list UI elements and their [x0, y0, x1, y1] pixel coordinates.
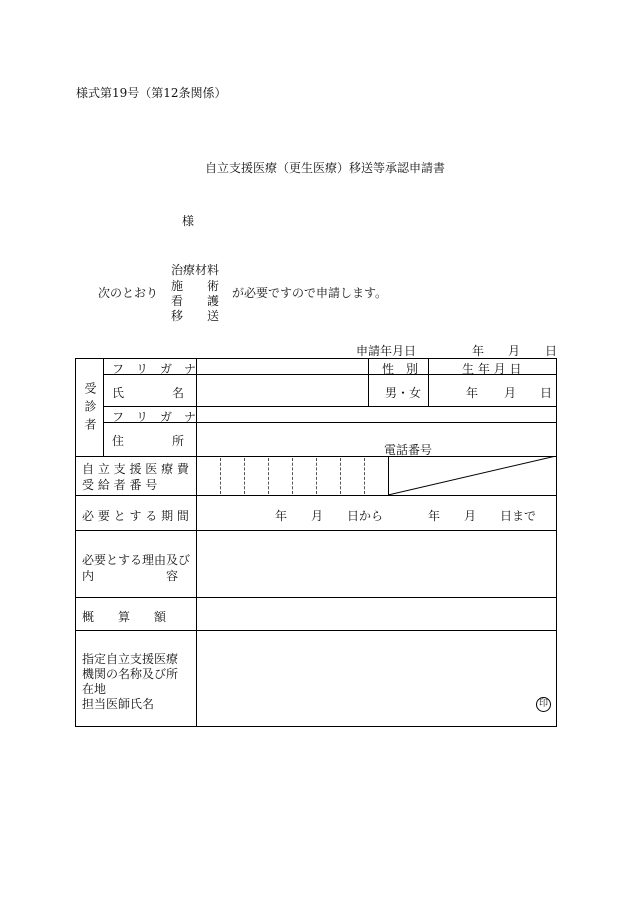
reason-label-line1: 必要とする理由及び: [82, 553, 191, 567]
period-to-month: 月: [464, 509, 477, 523]
phone-label: 電話番号: [384, 443, 433, 457]
intro-option: 看 護: [171, 294, 220, 308]
address-furigana-field[interactable]: [198, 408, 555, 421]
period-from-month: 月: [311, 509, 324, 523]
institution-field[interactable]: [198, 632, 555, 725]
institution-label-line1: 指定自立支援医療: [82, 652, 179, 666]
address-field[interactable]: [198, 424, 555, 455]
estimate-field[interactable]: [198, 599, 555, 629]
birth-day: 日: [540, 386, 553, 400]
period-to-day: 日まで: [500, 509, 537, 523]
period-to-year: 年: [428, 509, 441, 523]
application-date-month: 月: [508, 344, 521, 358]
form-number: 様式第19号（第12条関係）: [76, 86, 227, 100]
reason-field[interactable]: [198, 532, 555, 596]
beneficiary-number-field[interactable]: [198, 458, 386, 494]
period-from-year: 年: [275, 509, 288, 523]
furigana2-label: フ リ ガ ナ: [112, 410, 197, 424]
recipient-name-field[interactable]: [198, 376, 367, 405]
furigana-label: フ リ ガ ナ: [112, 362, 197, 376]
intro-option: 施 術: [171, 279, 220, 293]
birth-date-header: 生 年 月 日: [462, 362, 522, 376]
application-date-label: 申請年月日: [356, 344, 417, 358]
diagonal-slash: [388, 456, 557, 496]
name-label: 氏 名: [112, 386, 185, 400]
intro-lead: 次のとおり: [98, 286, 159, 300]
recipient-group-label: 受診者: [83, 382, 97, 436]
beneficiary-number-label-line1: 自 立 支 援 医 療 費: [82, 462, 189, 476]
addressee-suffix: 様: [182, 214, 195, 228]
application-date-year: 年: [472, 344, 485, 358]
birth-month: 月: [504, 386, 517, 400]
address-label: 住 所: [112, 434, 185, 448]
intro-option: 移 送: [171, 309, 220, 323]
institution-label-line4: 担当医師氏名: [82, 697, 155, 711]
intro-tail: が必要ですので申請します。: [232, 286, 388, 300]
page-title: 自立支援医療（更生医療）移送等承認申請書: [205, 161, 446, 175]
seal-mark: 印: [536, 697, 551, 712]
intro-option: 治療材料: [171, 263, 220, 277]
reason-label-line2: 内 容: [82, 569, 179, 583]
estimate-label: 概 算 額: [82, 610, 167, 624]
period-label: 必 要 と す る 期 間: [82, 509, 189, 523]
period-from-day: 日から: [347, 509, 384, 523]
institution-label-line2: 機関の名称及び所: [82, 667, 179, 681]
birth-year: 年: [466, 386, 479, 400]
sex-value[interactable]: 男・女: [385, 386, 422, 400]
beneficiary-number-label-line2: 受 給 者 番 号: [82, 478, 158, 492]
application-date-day: 日: [545, 344, 558, 358]
institution-label-line3: 在地: [82, 682, 107, 696]
sex-header: 性 別: [382, 362, 419, 376]
